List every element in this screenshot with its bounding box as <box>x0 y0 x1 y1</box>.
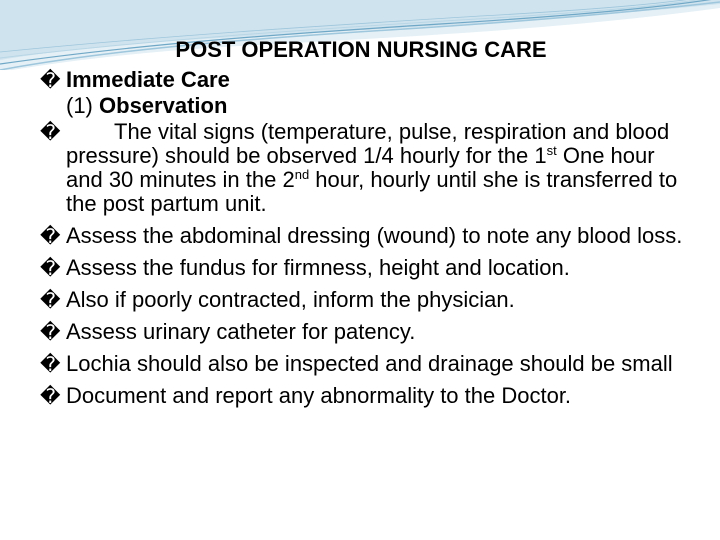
ordinal-st: st <box>546 143 557 158</box>
list-item <box>40 384 690 408</box>
subheading <box>40 94 690 118</box>
bullet-icon: � <box>40 384 61 408</box>
bullet-icon: � <box>40 256 61 280</box>
bullet-icon: � <box>40 120 61 144</box>
bullet-icon: � <box>40 288 61 312</box>
vital-signs-text-1: The vital signs (temperature, pulse, respiration and blood pressure) should be observed 1/4 hourly for the 1 <box>66 119 670 168</box>
item-text: Lochia should also be inspected and drainage should be small <box>66 351 673 376</box>
list-item <box>40 224 690 248</box>
slide-title: POST OPERATION NURSING CARE <box>175 37 547 62</box>
item-text: Document and report any abnormality to the Doctor. <box>66 383 572 408</box>
heading-item <box>40 68 690 92</box>
list-item <box>40 256 690 280</box>
vital-signs-item <box>40 120 690 216</box>
vital-signs-text-2: One hour and 30 minutes in the 2 <box>66 143 655 192</box>
section-heading: Immediate Care <box>66 67 230 92</box>
item-text: Assess urinary catheter for patency. <box>66 319 416 344</box>
item-text: Assess the abdominal dressing (wound) to note any blood loss. <box>66 223 683 248</box>
item-text: Assess the fundus for firmness, height and location. <box>66 255 570 280</box>
bullet-icon: � <box>40 68 61 92</box>
item-text: Also if poorly contracted, inform the physician. <box>66 287 515 312</box>
bullet-icon: � <box>40 352 61 376</box>
subheading-label: Observation <box>99 93 228 118</box>
slide-body <box>40 68 690 416</box>
subheading-number: (1) <box>66 93 93 118</box>
list-item <box>40 320 690 344</box>
list-item <box>40 288 690 312</box>
list-item <box>40 352 690 376</box>
bullet-icon: � <box>40 224 61 248</box>
bullet-icon: � <box>40 320 61 344</box>
ordinal-nd: nd <box>294 167 310 182</box>
vital-signs-text-3: hour, hourly until she is transferred to the post partum unit. <box>66 167 678 216</box>
